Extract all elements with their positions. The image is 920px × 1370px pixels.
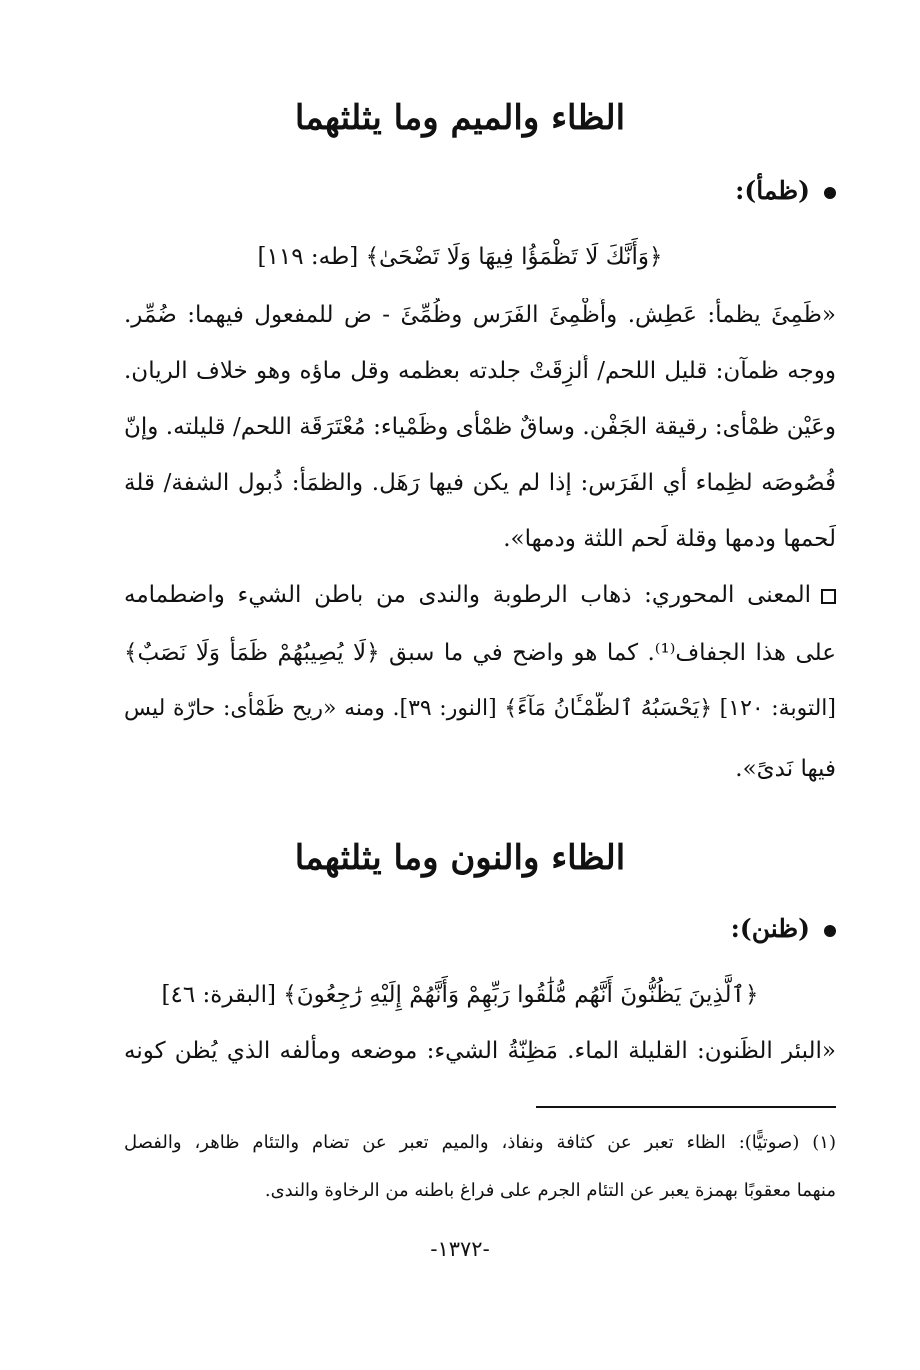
square-icon xyxy=(821,589,836,604)
text-line: ووجه ظمآن: قليل اللحم/ أُلزِقَتْ جلدته بعظمه وقل ماؤه وهو خلاف الريان. xyxy=(124,358,836,384)
text-line: وعَيْن ظمْأى: رقيقة الجَفْن. وساقٌ ظمْأى وظَمْياء: مُعْتَرَقَة اللحم/ قليلته. وإنّ xyxy=(124,414,836,440)
footnote-line: منهما معقوبًا بهمزة يعبر عن التئام الجرم على فراغ باطنه من الرخاوة والندى. xyxy=(264,1180,836,1201)
text-line: لَحمها ودمها وقلة لَحم اللثة ودمها». xyxy=(503,526,836,552)
footnote-divider xyxy=(536,1106,836,1108)
entry-heading-zanan xyxy=(731,912,836,946)
meaning-line: فيها نَدىً». xyxy=(735,756,836,782)
bullet-icon xyxy=(824,925,836,937)
quran-verse: ﴿ٱلَّذِينَ يَظُنُّونَ أَنَّهُم مُّلَٰقُوا رَبِّهِمْ وَأَنَّهُمْ إِلَيْهِ رَٰجِعُونَ﴾ [البقرة: ٤٦] xyxy=(161,982,759,1008)
meaning-text: المعنى المحوري: ذهاب الرطوبة والندى من باطن الشيء واضطمامه xyxy=(124,582,811,608)
page-number: -١٣٧٢- xyxy=(430,1237,490,1261)
meaning-line: [التوبة: ١٢٠] ﴿يَحْسَبُهُ ٱلظَّمْـَٔانُ مَآءً﴾ [النور: ٣٩]. ومنه «ريح ظَمْأى: حارّة ليس xyxy=(124,696,836,721)
section-title-zaa-meem: الظاء والميم وما يثلثهما xyxy=(294,98,626,138)
entry-heading-zama xyxy=(735,174,836,208)
entry-heading-label: (ظمأ): xyxy=(735,176,810,205)
text-line: «البئر الظَنون: القليلة الماء. مَظِنّةُ الشيء: موضعه ومألفه الذي يُظن كونه xyxy=(124,1038,836,1064)
meaning-line xyxy=(124,578,836,612)
entry-heading-label: (ظنن): xyxy=(730,914,810,943)
text-line: «ظَمِئَ يظمأ: عَطِش. وأُظْمِئَ الفَرَس وظُمِّئَ - ض للمفعول فيهما: ضُمِّر. xyxy=(124,302,836,328)
quran-verse: ﴿وَأَنَّكَ لَا تَظْمَؤُا فِيهَا وَلَا تَضْحَىٰ﴾ [طه: ١١٩] xyxy=(257,244,663,270)
meaning-line: على هذا الجفاف⁽¹⁾. كما هو واضح في ما سبق ﴿لَا يُصِيبُهُمْ ظَمَأٌ وَلَا نَصَبٌ﴾ xyxy=(124,640,836,666)
bullet-icon xyxy=(824,187,836,199)
section-title-zaa-noon: الظاء والنون وما يثلثهما xyxy=(294,838,626,878)
footnote-line: (١) (صوتيًّا): الظاء تعبر عن كثافة ونفاذ، والميم تعبر عن تضام والتئام ظاهر، والفصل xyxy=(124,1132,836,1153)
text-line: فُصُوصَه لظِماء أي الفَرَس: إذا لم يكن فيها رَهَل. والظمَأ: ذُبول الشفة/ قلة xyxy=(124,470,836,496)
